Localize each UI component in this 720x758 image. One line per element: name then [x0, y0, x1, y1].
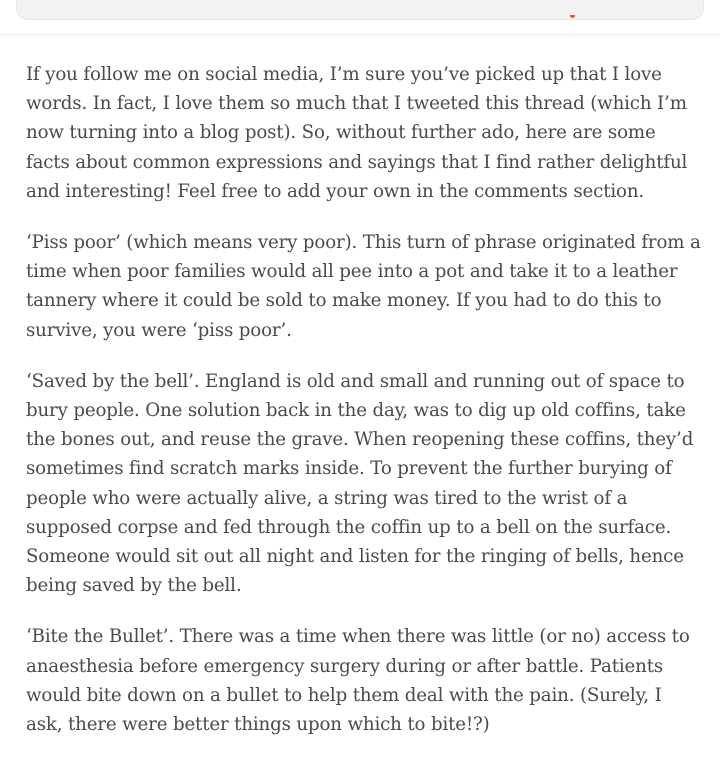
saved-by-the-bell-paragraph: ‘Saved by the bell’. England is old and small and running out of space to bury people. One solution back in the day, was to dig up old coffins, take the bones out, and reuse the grave. When reopening these coffins, they’d sometimes find scratch marks inside. To prevent the further burying of people who were actually alive, a string was tired to the wrist of a supposed corpse and fed through the coffin up to a bell on the surface. Someone would sit out all night and listen for the ringing of bells, hence being saved by the bell.: [26, 370, 694, 597]
intro-paragraph: If you follow me on social media, I’m sure you’ve picked up that I love words. In fact, I love them so much that I tweeted this thread (which I’m now turning into a blog post). So, without further ado, here are some facts about common expressions and sayings that I find rather delightful and interesting! Feel free to add your own in the comments section.: [26, 64, 688, 202]
piss-poor-paragraph: ‘Piss poor’ (which means very poor). This turn of phrase originated from a time when poor families would all pee into a pot and take it to a leather tannery where it could be sold to make money. If you had to do this to survive, you were ‘piss poor’.: [26, 232, 701, 341]
bite-the-bullet-paragraph: ‘Bite the Bullet’. There was a time when there was little (or no) access to anaesthesia before emergency surgery during or after battle. Patients would bite down on a bullet to help them deal with the pain. (Surely, I ask, there were better things upon which to bite!?): [26, 626, 690, 736]
top-bar: [0, 0, 720, 35]
accent-indicator-icon: [570, 15, 575, 18]
article-body: [26, 60, 702, 758]
search-bar[interactable]: [16, 0, 704, 20]
